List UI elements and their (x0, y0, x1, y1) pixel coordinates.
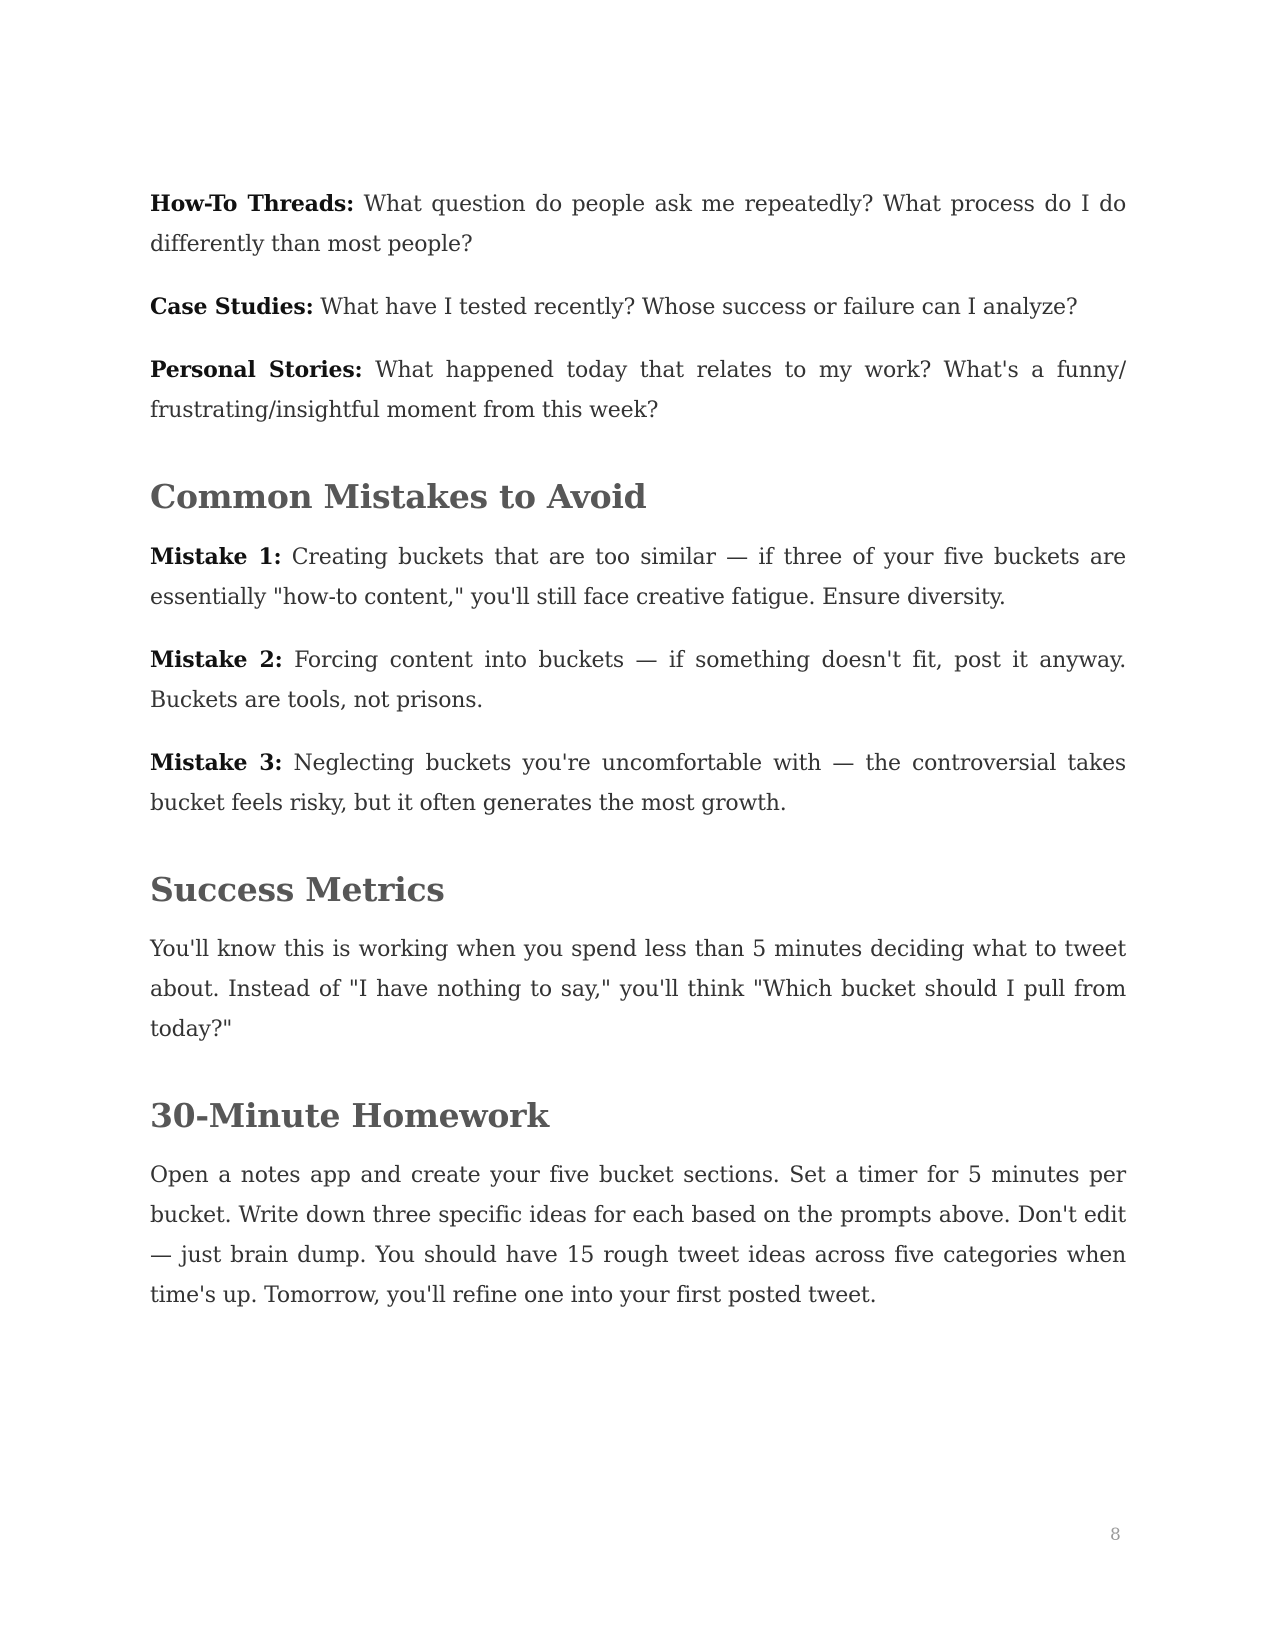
homework-paragraph: Open a notes app and create your five bucket sections. Set a timer for 5 minutes per bucket. Write down three specific ideas for each based on the prompts above. Don't edit — just brain dump. You should have 15 rough tweet ideas across five categories when time's up. Tomorrow, you'll refine one into your first posted tweet. (150, 1163, 1126, 1308)
prompt-personal-stories (150, 350, 1126, 431)
mistake-label: Mistake 3: (150, 750, 283, 776)
mistake-text: Neglecting buckets you're uncomfortable with — the controversial takes bucket feels risky, but it often generates the most growth. (150, 751, 1126, 816)
prompt-case-studies (150, 287, 1126, 328)
mistake-text: Forcing content into buckets — if something doesn't fit, post it anyway. Buckets are tools, not prisons. (150, 648, 1126, 713)
prompt-label: Case Studies: (150, 294, 314, 320)
prompt-how-to-threads (150, 184, 1126, 265)
mistake-item (150, 537, 1126, 618)
page-number: 8 (1110, 1525, 1121, 1545)
section-heading-homework: 30-Minute Homework (150, 1096, 549, 1135)
mistake-label: Mistake 2: (150, 647, 283, 673)
prompt-text: What have I tested recently? Whose success or failure can I analyze? (313, 295, 1078, 320)
section-heading-mistakes: Common Mistakes to Avoid (150, 477, 647, 516)
section-heading-success-metrics: Success Metrics (150, 870, 445, 909)
mistake-item (150, 743, 1126, 824)
mistake-item (150, 640, 1126, 721)
success-metrics-paragraph: You'll know this is working when you spend less than 5 minutes deciding what to tweet about. Instead of "I have nothing to say," you'll think "Which bucket should I pull from today?" (150, 937, 1126, 1042)
mistake-label: Mistake 1: (150, 544, 282, 570)
prompt-text: What question do people ask me repeatedly? What process do I do differently than most people? (150, 192, 1127, 257)
prompt-label: Personal Stories: (150, 357, 363, 383)
mistake-text: Creating buckets that are too similar — if three of your five buckets are essentially "how-to content," you'll still face creative fatigue. Ensure diversity. (150, 545, 1126, 610)
prompt-label: How-To Threads: (150, 191, 355, 217)
prompt-text: What happened today that relates to my work? What's a funny/ frustrating/insightful moment from this week? (150, 358, 1126, 423)
document-page (150, 184, 1126, 1338)
